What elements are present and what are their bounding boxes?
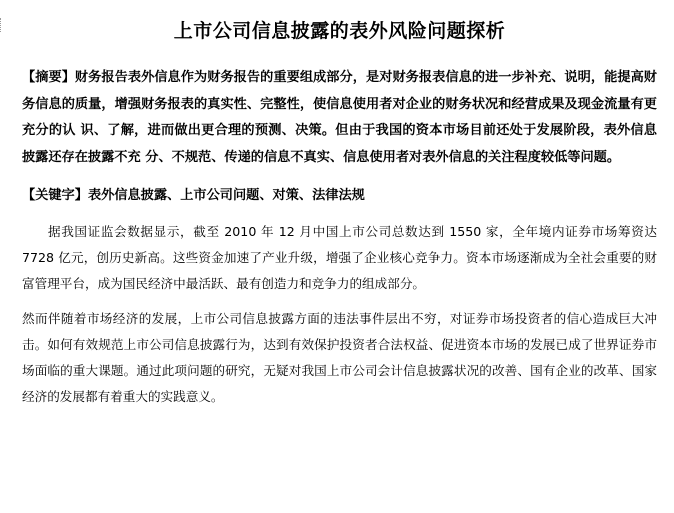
keywords-text: 表外信息披露、上市公司问题、对策、法律法规 [87,188,365,203]
abstract-text: 财务报告表外信息作为财务报告的重要组成部分，是对财务报表信息的进一步补充、说明，能提高财 务信息的质量，增强财务报表的真实性、完整性，使信息使用者对企业的财务状况和经营成果及现金流量有更充分的认 识、了解，进而做出更合理的预测、决策。但由于我国的资本市场目前还处于发展阶段，表外信息披露还存在披露不充 分、不规范、传递的信息不真实、信息使用者对表外信息的关注程度较低等问题。 [22,70,657,165]
keywords-label: 【关键字】 [22,188,88,203]
abstract-label: 【摘要】 [22,70,75,85]
text-cursor-marker [0,18,4,32]
body-paragraph-2: 然而伴随着市场经济的发展，上市公司信息披露方面的违法事件层出不穷，对证券市场投资者的信心造成巨大冲击。如何有效规范上市公司信息披露行为，达到有效保护投资者合法权益、促进资本市场的发展已成了世界证券市场面临的重大课题。通过此项问题的研究，无疑对我国上市公司会计信息披露状况的改善、国有企业的改革、国家经济的发展都有着重大的实践意义。 [22,311,657,404]
abstract-paragraph [22,65,657,171]
keywords-line [22,183,657,209]
article-title: 上市公司信息披露的表外风险问题探析 [173,20,506,42]
body-paragraph-1: 据我国证监会数据显示，截至 2010 年 12 月中国上市公司总数达到 1550 家，全年境内证券市场筹资达 7728 亿元，创历史新高。这些资金加速了产业升级，增强了企业核心竞争力。资本市场逐渐成为全社会重要的财富管理平台，成为国民经济中最活跃、最有创造力和竞争力的组成部分。 [22,224,657,291]
